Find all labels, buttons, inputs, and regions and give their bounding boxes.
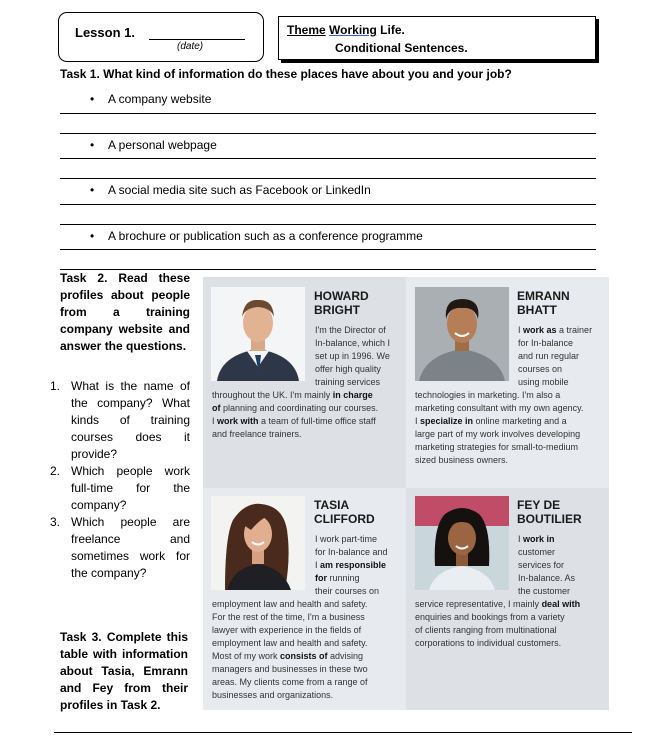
- fey-text-top: I work in customer services for In-balance. As the customer: [518, 534, 576, 596]
- howard-photo: [211, 287, 305, 381]
- bullet-icon: •: [90, 229, 95, 243]
- emrann-text-bottom: technologies in marketing. I'm also a marketing consultant with my own agency. I specialize in online marketing and a large part of my work involves developing marketing strategies for small-to-medium sized business owners.: [415, 390, 584, 465]
- tasia-name: TASIA CLIFFORD: [314, 498, 375, 526]
- emrann-photo: [415, 287, 509, 381]
- date-blank-line[interactable]: [149, 39, 245, 40]
- task1-item: [90, 229, 423, 243]
- howard-name: HOWARD BRIGHT: [314, 289, 369, 317]
- fey-photo: [415, 496, 509, 590]
- bullet-icon: •: [90, 183, 95, 197]
- howard-text-top: I'm the Director of In-balance, which I set up in 1996. We offer high quality training services: [315, 325, 391, 387]
- question-text: Which people work full-time for the company?: [71, 464, 190, 512]
- question-text: What is the name of the company? What kinds of training courses does it provide?: [71, 379, 190, 461]
- question-text: Which people are freelance and sometimes work for the company?: [71, 515, 190, 580]
- task1-item: [90, 138, 217, 152]
- question-number: 2.: [50, 464, 61, 478]
- lesson-box: [58, 12, 264, 62]
- task1-title: Task 1. What kind of information do these places have about you and your job?: [60, 67, 512, 81]
- answer-line[interactable]: [60, 158, 596, 159]
- date-label: (date): [177, 41, 204, 52]
- task1-item: [90, 183, 371, 197]
- tasia-text-bottom: employment law and health and safety. For the rest of the time, I'm a business lawyer with experience in the fields of employment law and health and safety. Most of my work consists of advising managers and businesses in these two areas. My clients come from a range of businesses and organizations.: [212, 599, 368, 700]
- bullet-icon: •: [90, 138, 95, 152]
- question-number: 3.: [50, 515, 61, 529]
- task1-item-text: A social media site such as Facebook or LinkedIn: [108, 183, 371, 197]
- task2-heading: [50, 270, 190, 355]
- answer-line[interactable]: [60, 178, 596, 179]
- theme-line-2: Conditional Sentences.: [335, 41, 468, 55]
- task2-heading-text: Task 2. Read these profiles about people from a training company website and answer the questions.: [60, 271, 190, 353]
- tasia-photo: [211, 496, 305, 590]
- bullet-icon: •: [90, 92, 95, 106]
- question-item: [50, 463, 190, 514]
- answer-line[interactable]: [60, 204, 596, 205]
- tasia-text-top: I work part-time for In-balance and I am responsible for running their courses on: [315, 534, 388, 596]
- question-item: [50, 378, 190, 463]
- fey-name: FEY DE BOUTILIER: [517, 498, 582, 526]
- task1-item: [90, 92, 211, 106]
- theme-word: Theme: [287, 23, 326, 37]
- theme-value-b: Life.: [380, 23, 405, 37]
- question-number: 1.: [50, 379, 61, 393]
- theme-value-a: Working: [329, 23, 377, 37]
- answer-line[interactable]: [60, 249, 596, 250]
- task3-heading: Task 3. Complete this table with information about Tasia, Emrann and Fey from their profiles in Task 2.: [60, 630, 188, 712]
- emrann-name: EMRANN BHATT: [517, 289, 570, 317]
- task1-item-text: A company website: [108, 92, 212, 106]
- question-item: [50, 514, 190, 582]
- lesson-label: Lesson 1.: [75, 25, 135, 40]
- page-bottom-rule: [54, 732, 632, 733]
- answer-line[interactable]: [60, 224, 596, 225]
- howard-text-bottom: throughout the UK. I'm mainly in charge of planning and coordinating our courses. I work with a team of full-time office staff and freelance trainers.: [212, 390, 379, 439]
- theme-line-1: [287, 23, 405, 37]
- task2-questions: [50, 378, 190, 582]
- task1-item-text: A brochure or publication such as a conference programme: [108, 229, 423, 243]
- task1-item-text: A personal webpage: [108, 138, 217, 152]
- answer-line[interactable]: [60, 133, 596, 134]
- fey-text-bottom: service representative, I mainly deal with enquiries and bookings from a variety of clients ranging from multinational corporations to individual customers.: [415, 599, 581, 648]
- emrann-text-top: I work as a trainer for In-balance and run regular courses on using mobile: [518, 325, 593, 387]
- answer-line[interactable]: [60, 113, 596, 114]
- theme-box: [278, 16, 596, 60]
